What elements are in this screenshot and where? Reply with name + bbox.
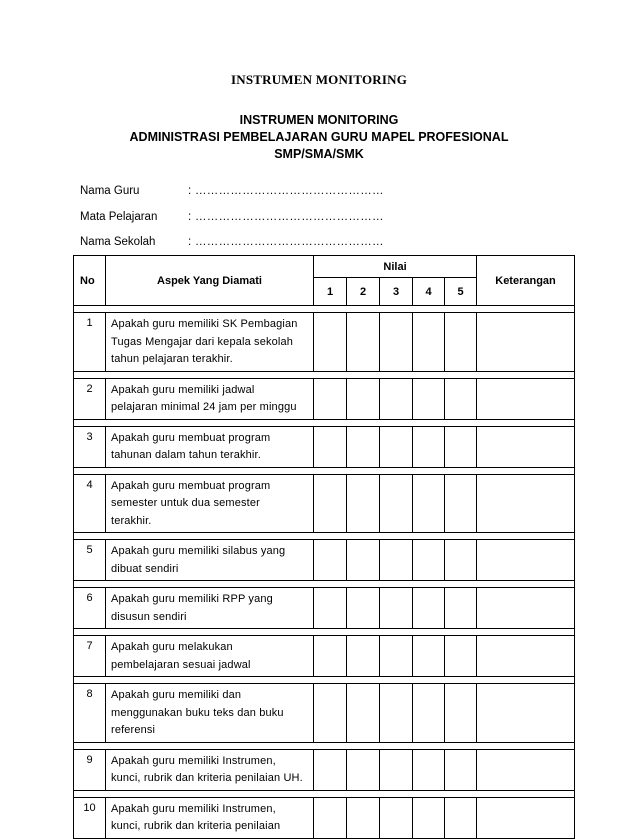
score-cell-4[interactable] (413, 749, 445, 790)
table-row (74, 588, 575, 629)
row-number: 5 (74, 540, 106, 581)
table-row (74, 378, 575, 419)
info-label: Nama Sekolah (80, 236, 156, 248)
row-separator-cell (74, 677, 575, 684)
score-cell-2[interactable] (347, 636, 380, 677)
aspect-line: referensi (111, 724, 156, 736)
monitoring-table (73, 255, 575, 839)
title-line-1: INSTRUMEN MONITORING (239, 113, 399, 127)
keterangan-cell[interactable] (477, 684, 575, 743)
aspect-cell (106, 378, 314, 419)
row-separator-cell (74, 306, 575, 313)
row-separator-cell (74, 419, 575, 426)
header-score-4: 4 (413, 278, 445, 306)
aspect-line: dibuat sendiri (111, 562, 179, 575)
score-cell-2[interactable] (347, 588, 380, 629)
score-cell-1[interactable] (314, 474, 347, 533)
row-separator-cell (74, 371, 575, 378)
score-cell-5[interactable] (445, 426, 477, 467)
table-body (74, 306, 575, 839)
row-separator (74, 306, 575, 313)
score-cell-1[interactable] (314, 588, 347, 629)
score-cell-3[interactable] (380, 540, 413, 581)
aspect-cell (106, 684, 314, 743)
score-cell-1[interactable] (314, 684, 347, 743)
table-row (74, 749, 575, 790)
row-separator-cell (74, 742, 575, 749)
info-value: : ………………………………………… (188, 211, 384, 223)
row-separator (74, 533, 575, 540)
aspect-line: Tugas Mengajar dari kepala sekolah (111, 335, 294, 348)
aspect-cell (106, 588, 314, 629)
row-separator-cell (74, 533, 575, 540)
row-separator-cell (74, 790, 575, 797)
row-number: 8 (74, 684, 106, 743)
score-cell-4[interactable] (413, 426, 445, 467)
score-cell-2[interactable] (347, 684, 380, 743)
keterangan-cell[interactable] (477, 588, 575, 629)
aspect-line: Apakah guru memiliki dan (111, 689, 242, 701)
aspect-line: Apakah guru memiliki silabus yang (111, 545, 286, 557)
aspect-line: Apakah guru melakukan (111, 641, 233, 653)
score-cell-4[interactable] (413, 540, 445, 581)
row-separator-cell (74, 581, 575, 588)
score-cell-5[interactable] (445, 636, 477, 677)
score-cell-5[interactable] (445, 797, 477, 838)
score-cell-5[interactable] (445, 684, 477, 743)
keterangan-cell[interactable] (477, 378, 575, 419)
table-row (74, 313, 575, 372)
document-title (0, 112, 638, 163)
score-cell-3[interactable] (380, 313, 413, 372)
row-separator (74, 790, 575, 797)
aspect-line: tahunan dalam tahun terakhir. (111, 449, 261, 461)
aspect-line: pelajaran minimal 24 jam per minggu (111, 401, 297, 413)
row-separator (74, 677, 575, 684)
score-cell-3[interactable] (380, 378, 413, 419)
score-cell-5[interactable] (445, 313, 477, 372)
aspect-cell (106, 636, 314, 677)
aspect-line: Apakah guru memiliki SK Pembagian (111, 318, 298, 330)
score-cell-4[interactable] (413, 378, 445, 419)
row-separator (74, 467, 575, 474)
table-row (74, 636, 575, 677)
score-cell-4[interactable] (413, 636, 445, 677)
score-cell-1[interactable] (314, 797, 347, 838)
table-row (74, 426, 575, 467)
aspect-cell (106, 474, 314, 533)
row-separator (74, 419, 575, 426)
aspect-cell (106, 426, 314, 467)
score-cell-3[interactable] (380, 797, 413, 838)
aspect-line: terakhir. (111, 514, 152, 527)
header-score-5: 5 (445, 278, 477, 306)
score-cell-2[interactable] (347, 474, 380, 533)
score-cell-3[interactable] (380, 636, 413, 677)
aspect-cell (106, 313, 314, 372)
score-cell-1[interactable] (314, 378, 347, 419)
aspect-line: Apakah guru membuat program (111, 479, 271, 492)
row-separator (74, 581, 575, 588)
keterangan-cell[interactable] (477, 749, 575, 790)
info-label: Mata Pelajaran (80, 211, 158, 223)
score-cell-3[interactable] (380, 588, 413, 629)
score-cell-4[interactable] (413, 684, 445, 743)
title-line-3: SMP/SMA/SMK (274, 147, 364, 161)
score-cell-2[interactable] (347, 797, 380, 838)
table-row (74, 797, 575, 838)
score-cell-5[interactable] (445, 749, 477, 790)
header-score-3: 3 (380, 278, 413, 306)
keterangan-cell[interactable] (477, 636, 575, 677)
row-number: 6 (74, 588, 106, 629)
title-line-2: ADMINISTRASI PEMBELAJARAN GURU MAPEL PROFESIONAL (129, 130, 509, 144)
row-number: 1 (74, 313, 106, 372)
aspect-line: kunci, rubrik dan kriteria penilaian UH. (111, 772, 303, 784)
header-keterangan: Keterangan (477, 256, 575, 306)
row-separator-cell (74, 467, 575, 474)
aspect-line: semester untuk dua semester (111, 497, 260, 509)
score-cell-5[interactable] (445, 474, 477, 533)
score-cell-3[interactable] (380, 474, 413, 533)
page-heading: INSTRUMEN MONITORING (230, 72, 408, 87)
header-score-1: 1 (314, 278, 347, 306)
score-cell-5[interactable] (445, 540, 477, 581)
score-cell-4[interactable] (413, 797, 445, 838)
header-score-2: 2 (347, 278, 380, 306)
keterangan-cell[interactable] (477, 540, 575, 581)
header-aspect: Aspek Yang Diamati (106, 256, 314, 306)
score-cell-1[interactable] (314, 540, 347, 581)
score-cell-2[interactable] (347, 540, 380, 581)
header-no: No (74, 256, 106, 306)
aspect-line: Apakah guru memiliki Instrumen, (111, 802, 276, 815)
score-cell-2[interactable] (347, 313, 380, 372)
keterangan-cell[interactable] (477, 426, 575, 467)
aspect-line: Apakah guru memiliki Instrumen, (111, 754, 276, 767)
score-cell-3[interactable] (380, 426, 413, 467)
score-cell-1[interactable] (314, 426, 347, 467)
score-cell-1[interactable] (314, 636, 347, 677)
row-separator (74, 742, 575, 749)
score-cell-3[interactable] (380, 684, 413, 743)
keterangan-cell[interactable] (477, 474, 575, 533)
header-nilai: Nilai (314, 256, 477, 278)
score-cell-5[interactable] (445, 378, 477, 419)
info-value: : ………………………………………… (188, 185, 384, 197)
score-cell-1[interactable] (314, 749, 347, 790)
score-cell-4[interactable] (413, 313, 445, 372)
aspect-line: kunci, rubrik dan kriteria penilaian (111, 820, 281, 832)
aspect-line: disusun sendiri (111, 610, 187, 623)
score-cell-4[interactable] (413, 474, 445, 533)
score-cell-2[interactable] (347, 749, 380, 790)
row-number: 2 (74, 378, 106, 419)
keterangan-cell[interactable] (477, 797, 575, 838)
aspect-cell (106, 540, 314, 581)
row-number: 10 (74, 797, 106, 838)
row-separator-cell (74, 629, 575, 636)
table-row (74, 474, 575, 533)
score-cell-5[interactable] (445, 588, 477, 629)
aspect-line: pembelajaran sesuai jadwal (111, 658, 251, 671)
aspect-cell (106, 797, 314, 838)
row-separator (74, 629, 575, 636)
row-number: 7 (74, 636, 106, 677)
aspect-line: Apakah guru memiliki RPP yang (111, 593, 273, 605)
aspect-line: tahun pelajaran terakhir. (111, 353, 233, 365)
row-number: 9 (74, 749, 106, 790)
score-cell-2[interactable] (347, 378, 380, 419)
row-number: 3 (74, 426, 106, 467)
score-cell-4[interactable] (413, 588, 445, 629)
info-value: : ………………………………………… (188, 236, 384, 248)
aspect-line: Apakah guru membuat program (111, 431, 271, 444)
score-cell-3[interactable] (380, 749, 413, 790)
row-separator (74, 371, 575, 378)
info-label: Nama Guru (80, 185, 140, 197)
table-row (74, 684, 575, 743)
aspect-line: menggunakan buku teks dan buku (111, 706, 284, 719)
keterangan-cell[interactable] (477, 313, 575, 372)
score-cell-2[interactable] (347, 426, 380, 467)
aspect-line: Apakah guru memiliki jadwal (111, 383, 255, 396)
aspect-cell (106, 749, 314, 790)
score-cell-1[interactable] (314, 313, 347, 372)
table-row (74, 540, 575, 581)
row-number: 4 (74, 474, 106, 533)
